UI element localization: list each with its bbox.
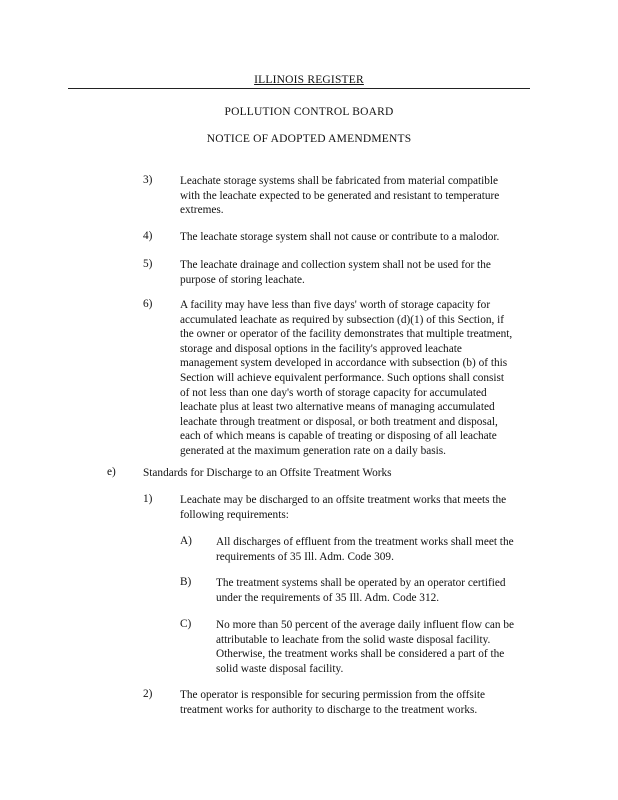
paragraph-4 — [180, 230, 499, 245]
paragraph-3 — [180, 174, 499, 218]
text-line: Section will achieve equivalent performance. Such options shall consist — [180, 371, 505, 384]
item-number: 4) — [143, 230, 153, 242]
text-line: requirements of 35 Ill. Adm. Code 309. — [216, 550, 394, 563]
text-line: The leachate drainage and collection system shall not be used for the — [180, 259, 491, 271]
text-line: The operator is responsible for securing permission from the offsite — [180, 689, 486, 701]
text-line: management system developed in accordance with subsection (b) of this — [180, 357, 508, 370]
section-heading — [143, 466, 392, 481]
board-title: POLLUTION CONTROL BOARD — [224, 106, 394, 118]
text-line: No more than 50 percent of the average daily influent flow can be — [216, 619, 514, 631]
text-line: storage and disposal options in the facility's approved leachate — [180, 342, 462, 355]
text-line: A facility may have less than five days' worth of storage capacity for — [180, 299, 491, 311]
text-line: solid waste disposal facility. — [216, 662, 344, 675]
text-line: extremes. — [180, 204, 224, 217]
paragraph-e1-c — [216, 618, 514, 676]
text-line: with the leachate expected to be generated and resistant to temperature — [180, 189, 500, 202]
paragraph-e1-a — [216, 535, 514, 564]
text-line: Otherwise, the treatment works shall be considered a part of the — [216, 648, 505, 661]
item-number: 5) — [143, 258, 153, 270]
paragraph-e1-b — [216, 576, 506, 605]
text-line: The treatment systems shall be operated by an operator certified — [216, 577, 506, 589]
text-line: the owner or operator of the facility demonstrates that multiple treatment, — [180, 328, 513, 341]
paragraph-6 — [180, 298, 512, 459]
text-line: each of which means is capable of treating or disposing of all leachate — [180, 430, 497, 443]
register-title: ILLINOIS REGISTER — [254, 74, 364, 86]
item-number: 6) — [143, 298, 153, 310]
subitem-letter: A) — [180, 535, 192, 547]
section-letter: e) — [107, 466, 116, 478]
text-line: The leachate storage system shall not cause or contribute to a malodor. — [180, 231, 500, 243]
text-line: under the requirements of 35 Ill. Adm. Code 312. — [216, 591, 440, 604]
text-line: of not less than one day's worth of storage capacity for accumulated — [180, 386, 487, 399]
text-line: Leachate storage systems shall be fabricated from material compatible — [180, 175, 499, 187]
paragraph-e2 — [180, 688, 485, 717]
text-line: Standards for Discharge to an Offsite Treatment Works — [143, 467, 392, 479]
text-line: accumulated leachate as required by subsection (d)(1) of this Section, if — [180, 313, 505, 326]
header-rule — [68, 88, 530, 89]
text-line: leachate plus at least two alternative means of managing accumulated — [180, 401, 495, 414]
text-line: Leachate may be discharged to an offsite treatment works that meets the — [180, 494, 507, 506]
item-number: 2) — [143, 688, 153, 700]
item-number: 3) — [143, 174, 153, 186]
paragraph-5 — [180, 258, 491, 287]
text-line: leachate through treatment or disposal, or both treatment and disposal, — [180, 415, 498, 428]
subitem-letter: B) — [180, 576, 192, 588]
text-line: following requirements: — [180, 508, 289, 521]
text-line: purpose of storing leachate. — [180, 273, 305, 286]
text-line: attributable to leachate from the solid waste disposal facility. — [216, 633, 491, 646]
text-line: All discharges of effluent from the treatment works shall meet the — [216, 536, 514, 548]
text-line: generated at the maximum generation rate on a daily basis. — [180, 444, 447, 457]
paragraph-e1 — [180, 493, 506, 522]
item-number: 1) — [143, 493, 153, 505]
notice-title: NOTICE OF ADOPTED AMENDMENTS — [206, 133, 412, 145]
subitem-letter: C) — [180, 618, 192, 630]
text-line: treatment works for authority to discharge to the treatment works. — [180, 703, 478, 716]
